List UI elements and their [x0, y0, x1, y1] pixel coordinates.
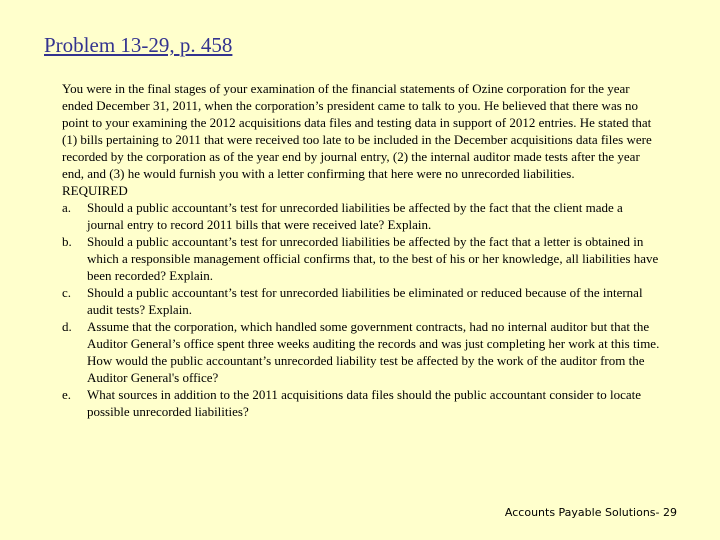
question-letter: b. — [62, 234, 72, 249]
required-label: REQUIRED — [62, 183, 128, 198]
question-text: What sources in addition to the 2011 acquisitions data files should the public accountant consider to locate possible unrecorded liabilities? — [87, 387, 642, 419]
question-letter: c. — [62, 285, 72, 300]
question-letter: a. — [62, 200, 72, 215]
question-letter: e. — [62, 387, 72, 402]
question-text: Should a public accountant’s test for unrecorded liabilities be affected by the fact that the client made a journal entry to record 2011 bills that were received late? Explain. — [87, 200, 623, 232]
slide-title: Problem 13-29, p. 458 — [44, 33, 233, 57]
question-text: Should a public accountant’s test for unrecorded liabilities be affected by the fact that a letter is obtained in which a responsible management official confirms that, to the best of his or her knowledge, all liabilities have been recorded? Explain. — [87, 234, 659, 283]
question-item-e — [62, 386, 662, 420]
question-item-c — [62, 284, 662, 318]
question-item-d — [62, 318, 662, 386]
intro-paragraph: You were in the final stages of your examination of the financial statements of Ozine corporation for the year ended December 31, 2011, when the corporation’s president came to talk to you. He believed that there was no point to your examining the 2012 acquisitions data files and testing data in support of 2012 entries. He stated that (1) bills pertaining to 2011 that were received too late to be included in the December acquisitions data files were recorded by the corporation as of the year end by journal entry, (2) the internal auditor made tests after the year end, and (3) he would furnish you with a letter confirming that here were no unrecorded liabilities. — [62, 81, 652, 181]
question-item-b — [62, 233, 662, 284]
problem-body — [62, 80, 662, 420]
question-text: Should a public accountant’s test for unrecorded liabilities be eliminated or reduced because of the internal audit tests? Explain. — [87, 285, 643, 317]
question-letter: d. — [62, 319, 72, 334]
question-item-a — [62, 199, 662, 233]
question-text: Assume that the corporation, which handled some government contracts, had no internal auditor but that the Auditor General’s office spent three weeks auditing the records and was just completing her work at this time. How would the public accountant’s unrecorded liability test be affected by the work of the auditor from the Auditor General's office? — [87, 319, 660, 385]
slide-footer: Accounts Payable Solutions- 29 — [504, 506, 677, 519]
